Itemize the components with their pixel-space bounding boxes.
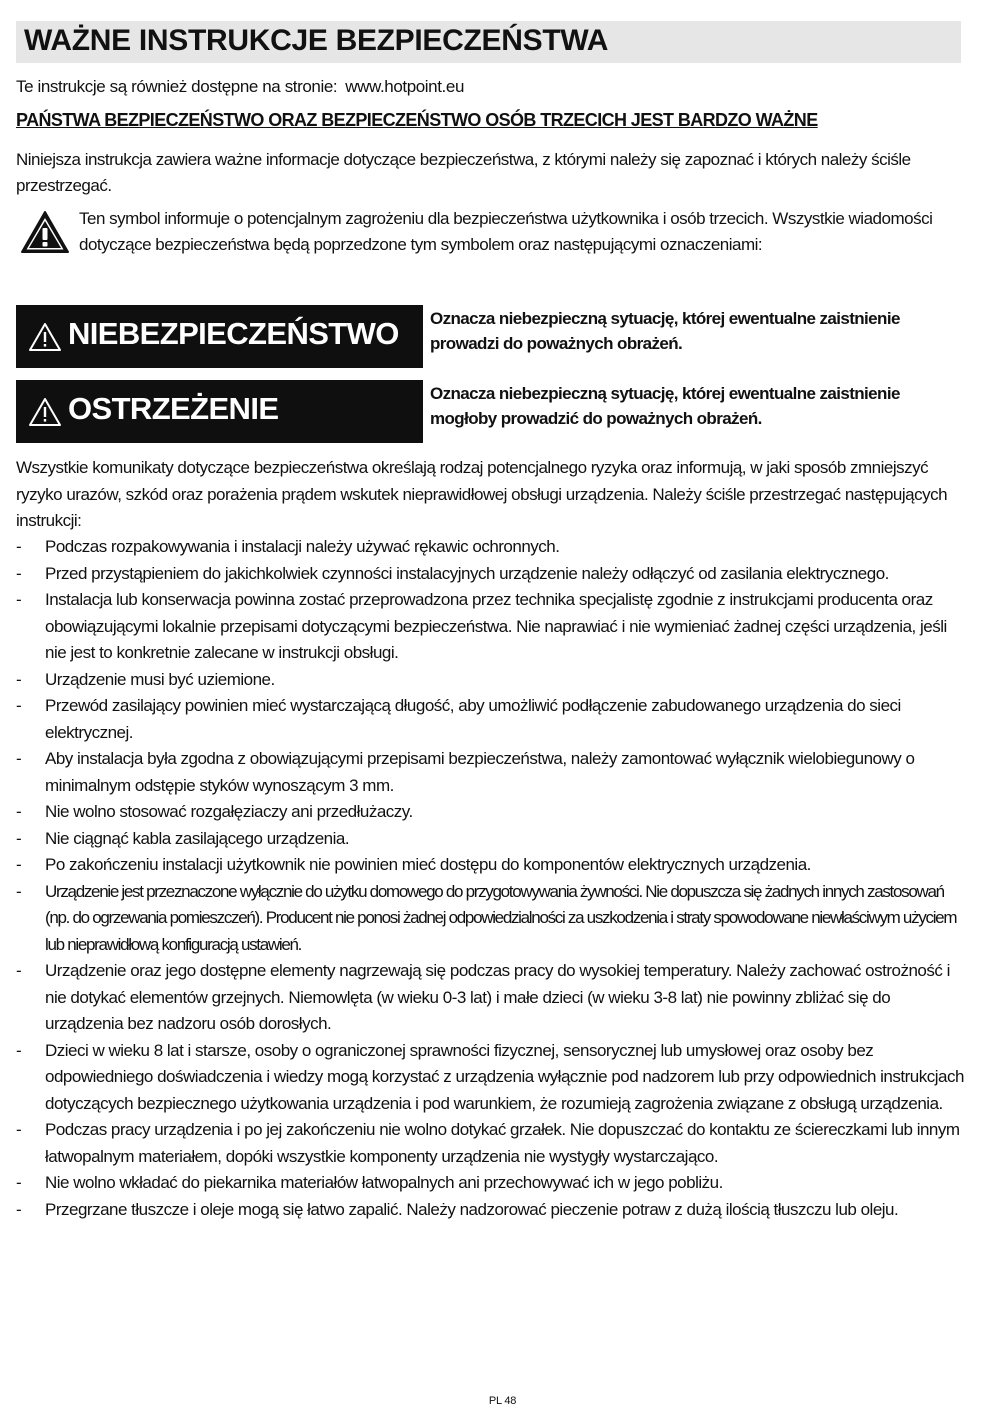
warning-signal-box bbox=[16, 380, 423, 443]
danger-label: NIEBEZPIECZEŃSTWO bbox=[68, 316, 399, 351]
warning-triangle-icon bbox=[28, 322, 62, 352]
availability-line bbox=[16, 77, 464, 97]
list-item: - Nie wolno wkładać do piekarnika materiałów łatwopalnych ani przechowywać ich w jego pobliżu. bbox=[16, 1170, 966, 1197]
warning-description: Oznacza niebezpieczną sytuację, której ewentualne zaistnienie mogłoby prowadzić do poważnych obrażeń. bbox=[430, 384, 900, 428]
page-title: WAŻNE INSTRUKCJE BEZPIECZEŃSTWA bbox=[24, 24, 609, 57]
symbol-explanation: Ten symbol informuje o potencjalnym zagrożeniu dla bezpieczeństwa użytkownika i osób trzecich. Wszystkie wiadomości dotyczące bezpieczeństwa będą poprzedzone tym symbolem oraz następującymi oznaczeniami: bbox=[79, 209, 933, 254]
intro-paragraph: Niniejsza instrukcja zawiera ważne informacje dotyczące bezpieczeństwa, z którymi należy się zapoznać i których należy ściśle przestrzegać. bbox=[16, 150, 911, 195]
warning-label: OSTRZEŻENIE bbox=[68, 391, 279, 426]
danger-description: Oznacza niebezpieczną sytuację, której ewentualne zaistnienie prowadzi do poważnych obrażeń. bbox=[430, 309, 900, 353]
list-item: - Przewód zasilający powinien mieć wystarczającą długość, aby umożliwić podłączenie zabudowanego urządzenia do sieci elektrycznej. bbox=[16, 693, 966, 746]
list-item: - Dzieci w wieku 8 lat i starsze, osoby o ograniczonej sprawności fizycznej, sensorycznej lub umysłowej oraz osoby bez odpowiedniego doświadczenia i wiedzy mogą korzystać z urządzenia wyłącznie pod nadzorem lub przy odpowiednich instrukcjach dotyczących bezpiecznego użytkowania urządzenia i pod warunkiem, że rozumieją zagrożenia związane z obsługą urządzenia. bbox=[16, 1038, 966, 1118]
list-item: - Podczas pracy urządzenia i po jej zakończeniu nie wolno dotykać grzałek. Nie dopuszczać do kontaktu ze ściereczkami lub innym łatwopalnym materiałem, dopóki wszystkie komponenty urządzenia nie wystygły wystarczająco. bbox=[16, 1117, 966, 1170]
website-link[interactable]: www.hotpoint.eu bbox=[345, 77, 464, 96]
list-item: - Urządzenie oraz jego dostępne elementy nagrzewają się podczas pracy do wysokiej temperatury. Należy zachować ostrożność i nie dotykać elementów grzejnych. Niemowlęta (w wieku 0-3 lat) i małe dzieci (w wieku 3-8 lat) nie powinny zbliżać się do urządzenia bez nadzoru osób dorosłych. bbox=[16, 958, 966, 1038]
title-bar bbox=[16, 21, 961, 63]
general-paragraph: Wszystkie komunikaty dotyczące bezpieczeństwa określają rodzaj potencjalnego ryzyka oraz informują, w jaki sposób zmniejszyć ryzyko urazów, szkód oraz porażenia prądem wskutek nieprawidłowej obsługi urządzenia. Należy ściśle przestrzegać następujących instrukcji: bbox=[16, 458, 948, 530]
list-item: - Przegrzane tłuszcze i oleje mogą się łatwo zapalić. Należy nadzorować pieczenie potraw z dużą ilością tłuszczu lub oleju. bbox=[16, 1197, 966, 1224]
list-item: - Po zakończeniu instalacji użytkownik nie powinien mieć dostępu do komponentów elektrycznych urządzenia. bbox=[16, 852, 966, 879]
warning-triangle-icon bbox=[20, 210, 70, 254]
list-item: - Nie wolno stosować rozgałęziaczy ani przedłużaczy. bbox=[16, 799, 966, 826]
safety-rules-list bbox=[16, 534, 966, 1223]
list-item: - Aby instalacja była zgodna z obowiązującymi przepisami bezpieczeństwa, należy zamontować wyłącznik wielobiegunowy o minimalnym odstępie styków wynoszącym 3 mm. bbox=[16, 746, 966, 799]
availability-text: Te instrukcje są również dostępne na stronie: bbox=[16, 77, 338, 96]
page-number: PL 48 bbox=[488, 1395, 517, 1407]
list-item: - Instalacja lub konserwacja powinna zostać przeprowadzona przez technika specjalistę zgodnie z instrukcjami producenta oraz obowiązującymi lokalnie przepisami dotyczącymi bezpieczeństwa. Nie naprawiać i nie wymieniać żadnej części urządzenia, jeśli nie jest to konkretnie zalecane w instrukcji obsługi. bbox=[16, 587, 966, 667]
list-item: - Urządzenie musi być uziemione. bbox=[16, 667, 966, 694]
list-item: - Podczas rozpakowywania i instalacji należy używać rękawic ochronnych. bbox=[16, 534, 966, 561]
warning-triangle-icon bbox=[28, 397, 62, 427]
danger-signal-box bbox=[16, 305, 423, 368]
list-item: - Urządzenie jest przeznaczone wyłącznie do użytku domowego do przygotowywania żywności. Nie dopuszcza się żadnych innych zastosowań (np. do ogrzewania pomieszczeń). Producent nie ponosi żadnej odpowiedzialności za uszkodzenia i straty spowodowane niewłaściwym użyciem lub nieprawidłową konfiguracją ustawień. bbox=[16, 879, 966, 959]
list-item: - Nie ciągnąć kabla zasilającego urządzenia. bbox=[16, 826, 966, 853]
safety-subheading: PAŃSTWA BEZPIECZEŃSTWO ORAZ BEZPIECZEŃSTWO OSÓB TRZECICH JEST BARDZO WAŻNE bbox=[16, 110, 818, 130]
list-item: - Przed przystąpieniem do jakichkolwiek czynności instalacyjnych urządzenie należy odłączyć od zasilania elektrycznego. bbox=[16, 561, 966, 588]
